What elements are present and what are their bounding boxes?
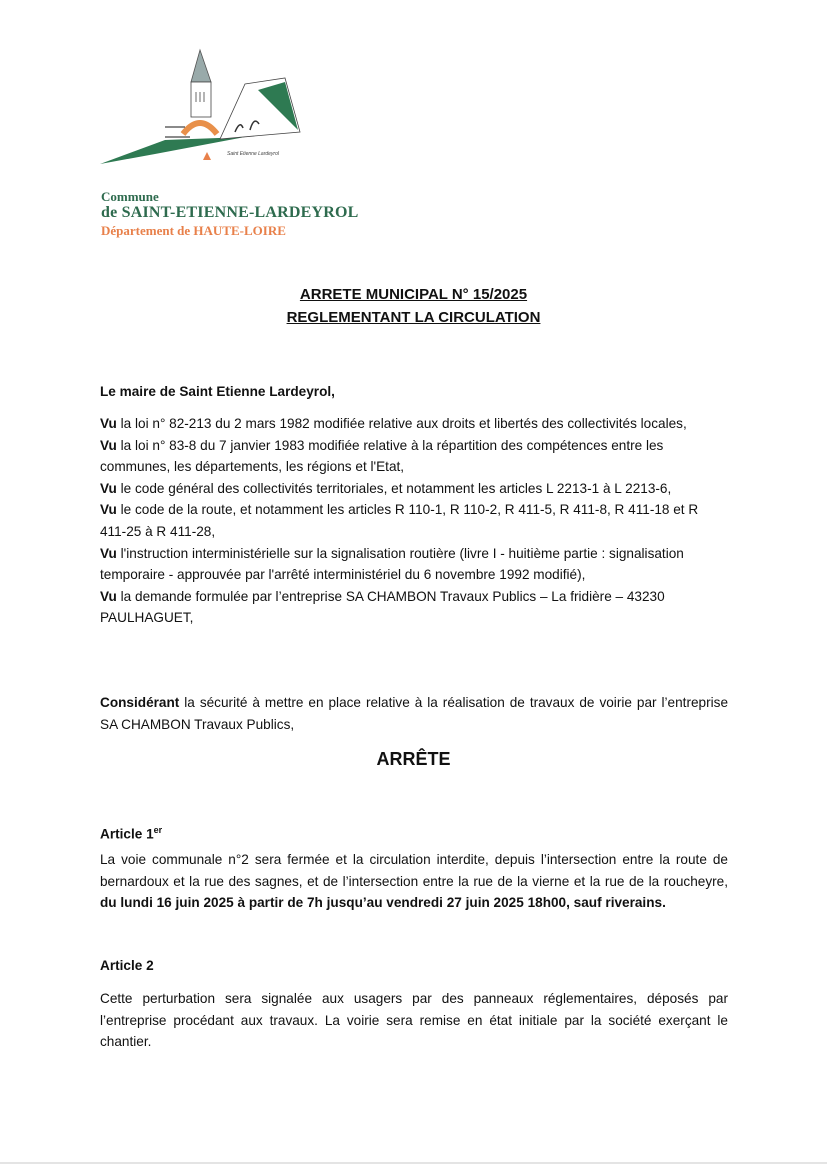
vu-lead: Vu: [100, 416, 117, 431]
logo-steeple: [191, 50, 211, 82]
considerant-text: la sécurité à mettre en place relative à la réalisation de travaux de voirie par l’entreprise SA CHAMBON Travaux Publics,: [100, 695, 728, 732]
vu-text: le code général des collectivités territoriales, et notamment les articles L 2213-1 à L 2213-6,: [116, 480, 672, 496]
vu-item: [100, 499, 728, 542]
article-2-text: Cette perturbation sera signalée aux usagers par des panneaux réglementaires, déposés par l’entreprise procédant aux travaux. La voirie sera remise en état initiale par la société exerçant le chantier.: [100, 991, 728, 1050]
vu-item: [100, 586, 728, 629]
vu-list: [100, 413, 728, 629]
commune-logo: [95, 42, 310, 172]
vu-lead: Vu: [100, 480, 117, 496]
logo-green-swoosh: [100, 137, 245, 164]
vu-text: l'instruction interministérielle sur la signalisation routière (livre I - huitième partie : signalisation temporaire - approuvée par l'arrêté interministériel du 6 novembre 1992 modifié),: [100, 545, 684, 583]
article-2-heading: Article 2: [100, 958, 154, 973]
vu-lead: Vu: [100, 588, 117, 604]
decree-title: ARRETE MUNICIPAL N° 15/2025: [299, 286, 528, 303]
vu-item: [100, 478, 728, 500]
commune-label: Commune: [101, 189, 159, 204]
article-1-heading-text: Article 1: [100, 826, 154, 842]
logo-caption: Saint Etienne Lardeyrol: [227, 151, 279, 157]
vu-text: le code de la route, et notamment les articles R 110-1, R 110-2, R 411-5, R 411-8, R 411-18 et R 411-25 à R 411-28,: [100, 502, 699, 539]
page-bottom-edge: [0, 1162, 827, 1164]
vu-lead: Vu: [100, 502, 117, 518]
department-name: Département de HAUTE-LOIRE: [101, 223, 286, 238]
decree-subtitle: REGLEMENTANT LA CIRCULATION: [286, 309, 541, 326]
article-1-body: La voie communale n°2 sera fermée et la circulation interdite, depuis l’intersection entre la route de bernardoux et la rue des sagnes, et de l’intersection entre la rue de la vierne et la rue de la roucheyre,: [100, 852, 728, 889]
arrete-heading: ARRÊTE: [376, 749, 451, 769]
vu-lead: Vu: [100, 437, 117, 453]
article-1-heading: [100, 820, 728, 845]
vu-lead: Vu: [100, 545, 117, 561]
considerant-lead: Considérant: [100, 695, 180, 710]
vu-item: [100, 413, 728, 435]
article-1-text: [100, 849, 728, 914]
considerant-paragraph: [100, 692, 728, 735]
vu-text: la loi n° 82-213 du 2 mars 1982 modifiée relative aux droits et libertés des collectivités locales,: [116, 416, 687, 431]
commune-name: de SAINT-ETIENNE-LARDEYROL: [101, 204, 359, 221]
article-1-dates: du lundi 16 juin 2025 à partir de 7h jusqu’au vendredi 27 juin 2025 18h00, sauf riverains.: [100, 895, 666, 911]
intro-line: Le maire de Saint Etienne Lardeyrol,: [100, 384, 335, 399]
vu-item: [100, 543, 728, 586]
vu-text: la demande formulée par l’entreprise SA CHAMBON Travaux Publics – La fridière – 43230 PAULHAGUET,: [100, 588, 665, 626]
vu-text: la loi n° 83-8 du 7 janvier 1983 modifiée relative à la répartition des compétences entre les communes, les départements, les régions et l'Etat,: [100, 437, 664, 475]
article-1-heading-sup: er: [153, 825, 163, 835]
vu-item: [100, 435, 728, 478]
